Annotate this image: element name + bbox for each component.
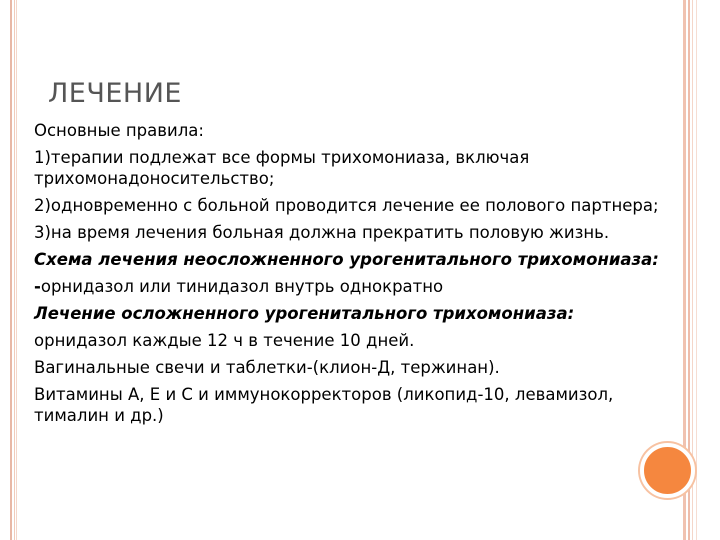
complicated-item-3: Витамины А, Е и С и иммунокорректоров (ликопид-10, левамизол, тималин и др.) [34, 385, 614, 425]
dash-mark: - [34, 277, 41, 296]
slide-body [34, 120, 674, 432]
scheme-item-text: орнидазол или тинидазол внутрь однократно [40, 277, 444, 296]
complicated-heading: Лечение осложненного урогенитального трихомониаза: [34, 304, 575, 323]
rules-heading: Основные правила: [34, 121, 204, 140]
left-border-stripe [16, 0, 17, 540]
rule-2: 2)одновременно с больной проводится лечение ее полового партнера; [34, 196, 659, 215]
left-border-stripe [14, 0, 15, 540]
complicated-item-2: Вагинальные свечи и таблетки-(клион-Д, тержинан). [34, 358, 500, 377]
rule-3: 3)на время лечения больная должна прекратить половую жизнь. [34, 223, 610, 242]
rule-1: 1)терапии подлежат все формы трихомониаза, включая трихомонадоносительство; [34, 148, 530, 188]
slide-title: ЛЕЧЕНИЕ [48, 78, 182, 109]
complicated-item-1: орнидазол каждые 12 ч в течение 10 дней. [34, 331, 415, 350]
right-border-stripe [696, 0, 697, 540]
decorative-circle [640, 443, 695, 498]
scheme-heading: Схема лечения неосложненного урогенитального трихомониаза: [34, 250, 659, 269]
left-border-stripe [10, 0, 12, 540]
scheme-item [34, 276, 674, 297]
